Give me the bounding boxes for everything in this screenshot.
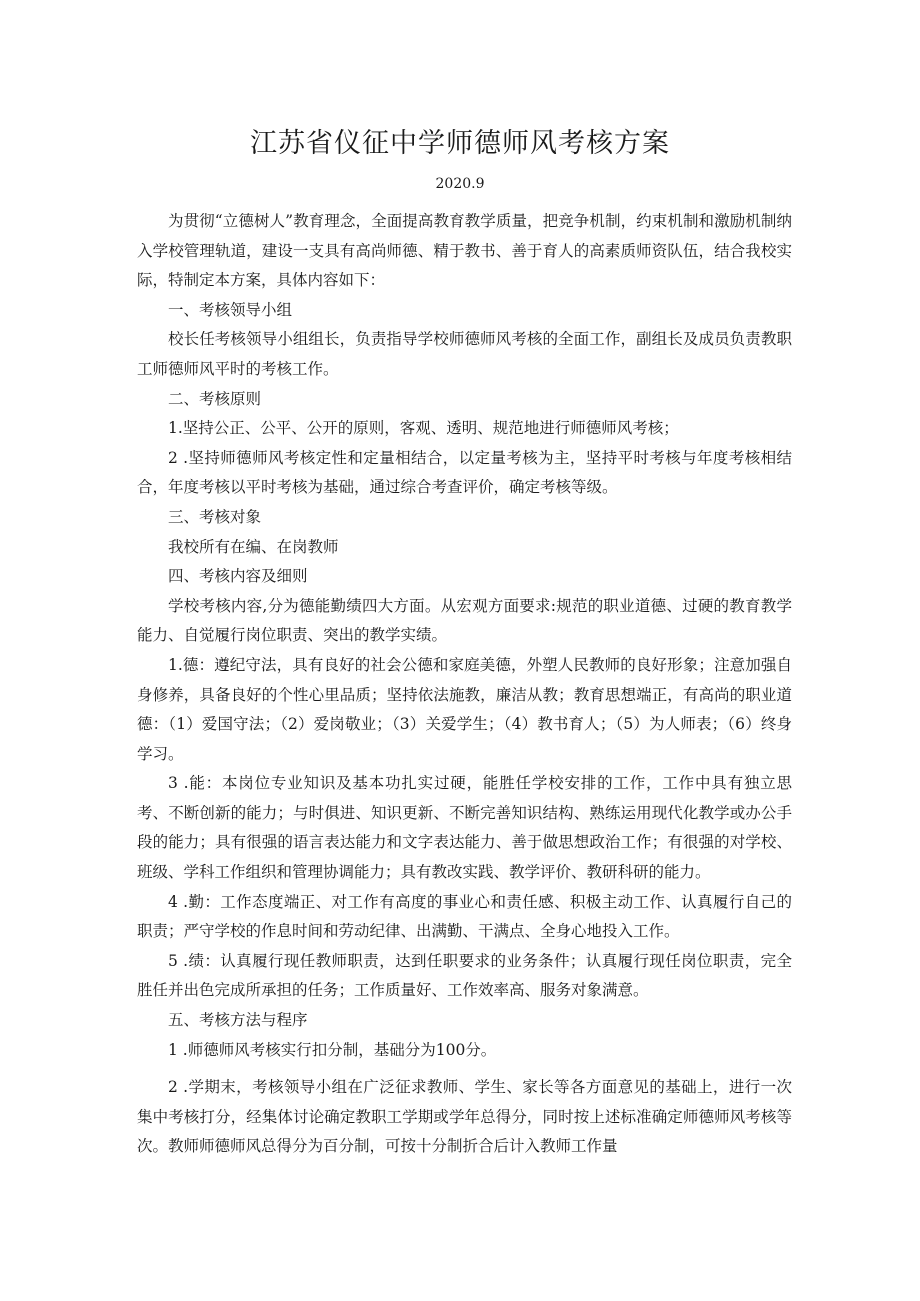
- section-heading-method: 五、考核方法与程序: [168, 1011, 308, 1030]
- body-paragraph: 学校考核内容,分为德能勤绩四大方面。从宏观方面要求:规范的职业道德、过硬的教育教学能力、自觉履行岗位职责、突出的教学实绩。: [137, 596, 792, 645]
- document-body: [137, 207, 792, 1162]
- section-heading-targets: 三、考核对象: [168, 507, 262, 526]
- body-paragraph: 5 .绩：认真履行现任教师职责，达到任职要求的业务条件；认真履行现任岗位职责，完全胜任并出色完成所承担的任务；工作质量好、工作效率高、服务对象满意。: [137, 951, 792, 1000]
- body-paragraph: 1 .师德师风考核实行扣分制，基础分为100分。: [168, 1040, 497, 1059]
- body-paragraph: 1.坚持公正、公平、公开的原则，客观、透明、规范地进行师德师风考核；: [168, 419, 679, 438]
- body-paragraph: 2 .坚持师德师风考核定性和定量相结合，以定量考核为主，坚持平时考核与年度考核相结合，年度考核以平时考核为基础，通过综合考查评价，确定考核等级。: [137, 448, 792, 497]
- intro-paragraph: 为贯彻“立德树人”教育理念，全面提高教育教学质量，把竞争机制，约束机制和激励机制纳入学校管理轨道，建设一支具有高尚师德、精于教书、善于育人的高素质师资队伍，结合我校实际，特制定本方案，具体内容如下：: [137, 212, 792, 290]
- section-heading-leadership: 一、考核领导小组: [168, 300, 293, 319]
- document-date: 2020.9: [435, 176, 485, 192]
- body-paragraph: 2 .学期末，考核领导小组在广泛征求教师、学生、家长等各方面意见的基础上，进行一次集中考核打分，经集体讨论确定教职工学期或学年总得分，同时按上述标准确定师德师风考核等次。教师师德师风总得分为百分制，可按十分制折合后计入教师工作量: [137, 1078, 792, 1156]
- body-paragraph: 1.德：遵纪守法，具有良好的社会公德和家庭美德，外塑人民教师的良好形象；注意加强自身修养，具备良好的个性心里品质；坚持依法施教，廉洁从教；教育思想端正，有高尚的职业道德：（1）爱国守法；（2）爱岗敬业；（3）关爱学生；（4）教书育人；（5）为人师表；（6）终身学习。: [137, 655, 792, 763]
- body-paragraph: 校长任考核领导小组组长，负责指导学校师德师风考核的全面工作，副组长及成员负责教职工师德师风平时的考核工作。: [137, 330, 792, 378]
- body-paragraph: 我校所有在编、在岗教师: [168, 537, 339, 556]
- section-heading-principles: 二、考核原则: [168, 389, 262, 408]
- section-heading-content: 四、考核内容及细则: [168, 567, 308, 586]
- document-title: 江苏省仪征中学师德师风考核方案: [250, 128, 670, 159]
- body-paragraph: 4 .勤：工作态度端正、对工作有高度的事业心和责任感、积极主动工作、认真履行自己的职责；严守学校的作息时间和劳动纪律、出满勤、干满点、全身心地投入工作。: [137, 892, 792, 941]
- body-paragraph: 3 .能：本岗位专业知识及基本功扎实过硬，能胜任学校安排的工作，工作中具有独立思考、不断创新的能力；与时俱进、知识更新、不断完善知识结构、熟练运用现代化教学或办公手段的能力；具有很强的语言表达能力和文字表达能力、善于做思想政治工作；有很强的对学校、班级、学科工作组织和管理协调能力；具有教改实践、教学评价、教研科研的能力。: [137, 774, 792, 882]
